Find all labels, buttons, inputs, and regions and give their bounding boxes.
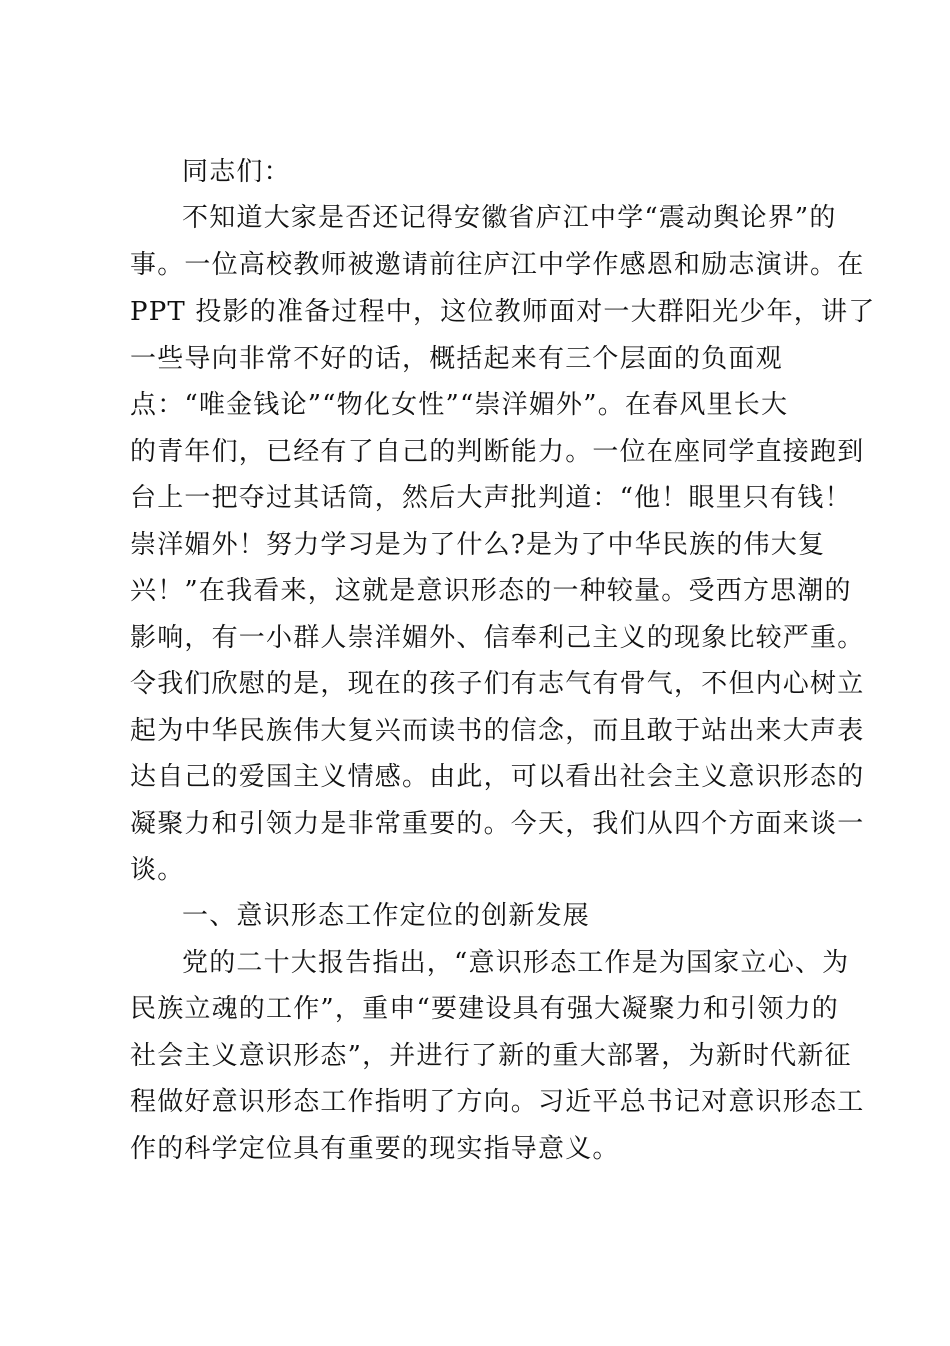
paragraph-line: 崇洋媚外！努力学习是为了什么?是为了中华民族的伟大复 [130,530,826,560]
paragraph-line: 社会主义意识形态”，并进行了新的重大部署，为新时代新征 [130,1041,852,1071]
paragraph-line: 兴！”在我看来，这就是意识形态的一种较量。受西方思潮的 [130,576,852,606]
paragraph-line: 不知道大家是否还记得安徽省庐江中学“震动舆论界”的 [182,203,837,233]
paragraph-line: 点：“唯金钱论”“物化女性”“崇洋媚外”。在春风里长大 [130,390,789,420]
paragraph-line: 影响，有一小群人崇洋媚外、信奉利己主义的现象比较严重。 [130,623,865,653]
paragraph-line: 作的科学定位具有重要的现实指导意义。 [130,1134,620,1164]
paragraph-line: PPT 投影的准备过程中，这位教师面对一大群阳光少年，讲了 [130,297,876,327]
paragraph-line: 凝聚力和引领力是非常重要的。今天，我们从四个方面来谈一 [130,809,865,839]
paragraph-line: 程做好意识形态工作指明了方向。习近平总书记对意识形态工 [130,1087,865,1117]
salutation: 同志们： [182,157,291,187]
section-heading: 一、意识形态工作定位的创新发展 [182,901,591,931]
paragraph-line: 令我们欣慰的是，现在的孩子们有志气有骨气，不但内心树立 [130,669,865,699]
paragraph-line: 事。一位高校教师被邀请前往庐江中学作感恩和励志演讲。在 [130,250,865,280]
paragraph-line: 起为中华民族伟大复兴而读书的信念，而且敢于站出来大声表 [130,716,865,746]
paragraph-line: 党的二十大报告指出，“意识形态工作是为国家立心、为 [182,948,850,978]
paragraph-line: 的青年们，已经有了自己的判断能力。一位在座同学直接跑到 [130,437,865,467]
paragraph-line: 一些导向非常不好的话，概括起来有三个层面的负面观 [130,344,783,374]
paragraph-line: 达自己的爱国主义情感。由此，可以看出社会主义意识形态的 [130,762,865,792]
paragraph-line: 民族立魂的工作”，重申“要建设具有强大凝聚力和引领力的 [130,994,839,1024]
paragraph-line: 谈。 [130,855,185,885]
paragraph-line: 台上一把夺过其话筒，然后大声批判道：“他！眼里只有钱！ [130,483,852,513]
